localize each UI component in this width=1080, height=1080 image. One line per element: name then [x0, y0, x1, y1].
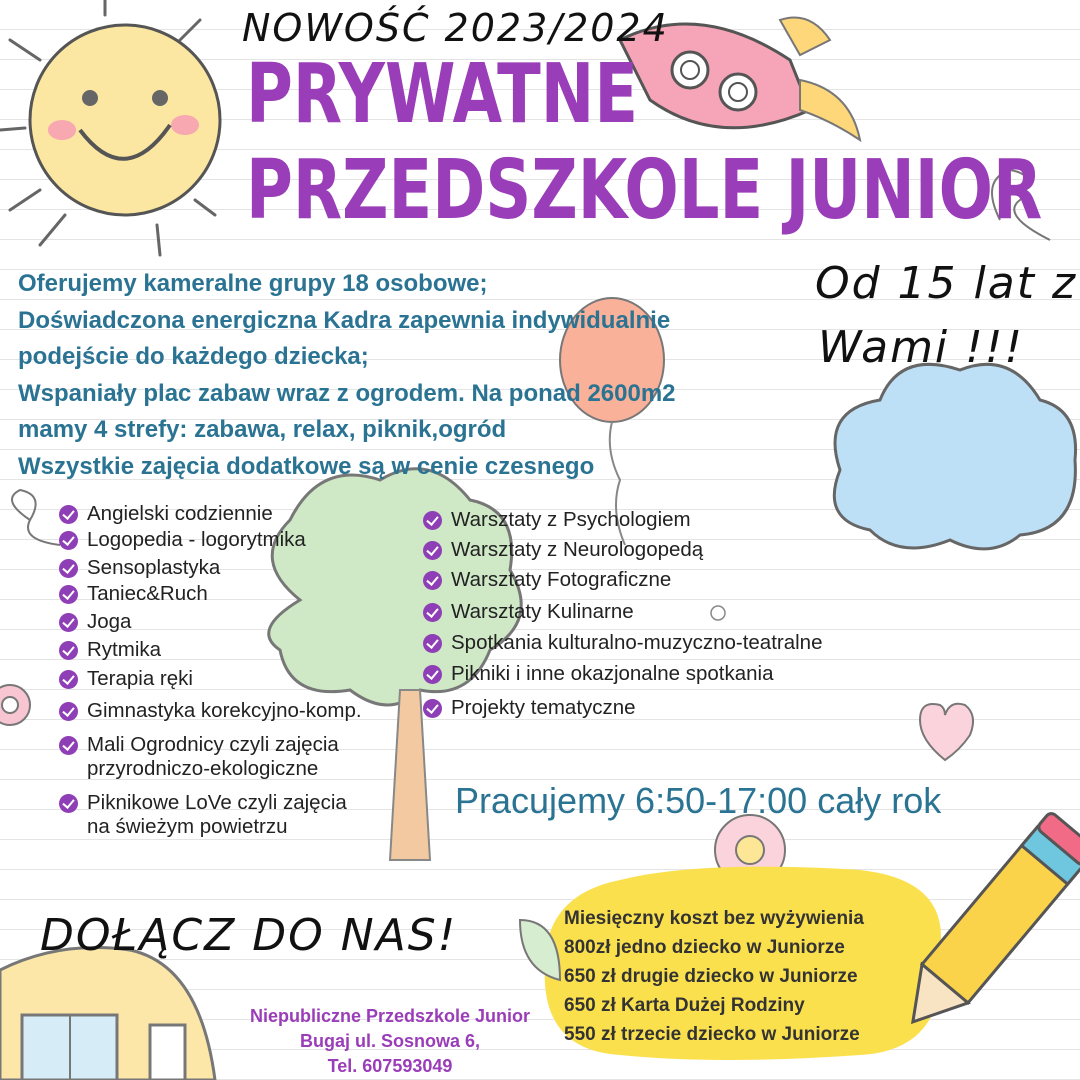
- school-address: Bugaj ul. Sosnowa 6,: [299, 1031, 481, 1051]
- pricing-line: 550 zł trzecie dziecko w Juniorze: [564, 1024, 860, 1045]
- kicker-text: NOWOŚĆ 2023/2024: [242, 6, 669, 50]
- opening-hours: Pracujemy 6:50-17:00 cały rok: [455, 780, 942, 821]
- check-icon: [423, 571, 442, 590]
- list-item: Warsztaty Fotograficzne: [423, 568, 822, 592]
- activities-left-list: [59, 502, 362, 839]
- contact-block: [215, 1004, 565, 1079]
- pricing-block: [564, 904, 864, 1049]
- list-item: Spotkania kulturalno-muzyczno-teatralne: [423, 631, 822, 655]
- list-item: Taniec&Ruch: [59, 582, 362, 606]
- list-item: Angielski codziennie: [59, 502, 362, 526]
- check-icon: [423, 699, 442, 718]
- list-item: Gimnastyka korekcyjno-komp.: [59, 699, 362, 723]
- title-line-2: PRZEDSZKOLE JUNIOR: [246, 143, 1043, 238]
- list-item: Mali Ogrodnicy czyli zajęcia przyrodniczo-ekologiczne: [59, 733, 362, 781]
- activities-right-list: [423, 508, 822, 720]
- check-icon: [59, 559, 78, 578]
- list-item: Warsztaty Kulinarne: [423, 600, 822, 624]
- list-item: Projekty tematyczne: [423, 696, 822, 720]
- pricing-line: 650 zł Karta Dużej Rodziny: [564, 995, 805, 1016]
- school-phone: Tel. 607593049: [327, 1056, 453, 1076]
- check-icon: [59, 736, 78, 755]
- check-icon: [59, 794, 78, 813]
- check-icon: [423, 603, 442, 622]
- pricing-line: 650 zł drugie dziecko w Juniorze: [564, 966, 858, 987]
- house-doodle: [0, 948, 215, 1080]
- list-item: Rytmika: [59, 638, 362, 662]
- list-item: Sensoplastyka: [59, 556, 362, 580]
- check-icon: [423, 634, 442, 653]
- check-icon: [59, 670, 78, 689]
- swirl-doodle: [12, 490, 60, 545]
- cloud-doodle: [834, 364, 1075, 549]
- years-badge-line-1: Od 15 lat z: [815, 258, 1078, 309]
- sun-doodle: [0, 0, 220, 255]
- intro-line: Oferujemy kameralne grupy 18 osobowe;: [18, 270, 488, 297]
- intro-line: Doświadczona energiczna Kadra zapewnia indywidualnie: [18, 306, 671, 334]
- intro-line: Wspaniały plac zabaw wraz z ogrodem. Na ponad 2600m2: [18, 379, 676, 407]
- list-item: Warsztaty z Neurologopedą: [423, 538, 822, 562]
- list-item: Pikniki i inne okazjonalne spotkania: [423, 662, 822, 686]
- list-item: Joga: [59, 610, 362, 634]
- title-line-1: PRYWATNE: [246, 47, 639, 142]
- years-badge-line-2: Wami !!!: [818, 322, 1025, 373]
- check-icon: [59, 531, 78, 550]
- list-item: Warsztaty z Psychologiem: [423, 508, 822, 532]
- check-icon: [423, 665, 442, 684]
- intro-line: podejście do każdego dziecka;: [18, 343, 369, 370]
- check-icon: [59, 505, 78, 524]
- check-icon: [59, 585, 78, 604]
- pricing-header: Miesięczny koszt bez wyżywienia: [564, 908, 864, 929]
- list-item: Piknikowe LoVe czyli zajęcia na świeżym powietrzu: [59, 791, 362, 839]
- check-icon: [423, 541, 442, 560]
- list-item: Logopedia - logorytmika: [59, 528, 362, 552]
- join-us-text: DOŁĄCZ DO NAS!: [40, 910, 458, 961]
- check-icon: [423, 511, 442, 530]
- intro-line: Wszystkie zajęcia dodatkowe są w cenie czesnego: [18, 452, 595, 480]
- school-name: Niepubliczne Przedszkole Junior: [249, 1006, 531, 1026]
- check-icon: [59, 641, 78, 660]
- check-icon: [59, 613, 78, 632]
- intro-line: mamy 4 strefy: zabawa, relax, piknik,ogród: [18, 416, 507, 443]
- list-item: Terapia ręki: [59, 667, 362, 691]
- intro-list: [18, 266, 676, 485]
- flower-doodle-left: [0, 685, 30, 725]
- heart-doodle: [920, 704, 973, 760]
- pricing-line: 800zł jedno dziecko w Juniorze: [564, 937, 845, 958]
- check-icon: [59, 702, 78, 721]
